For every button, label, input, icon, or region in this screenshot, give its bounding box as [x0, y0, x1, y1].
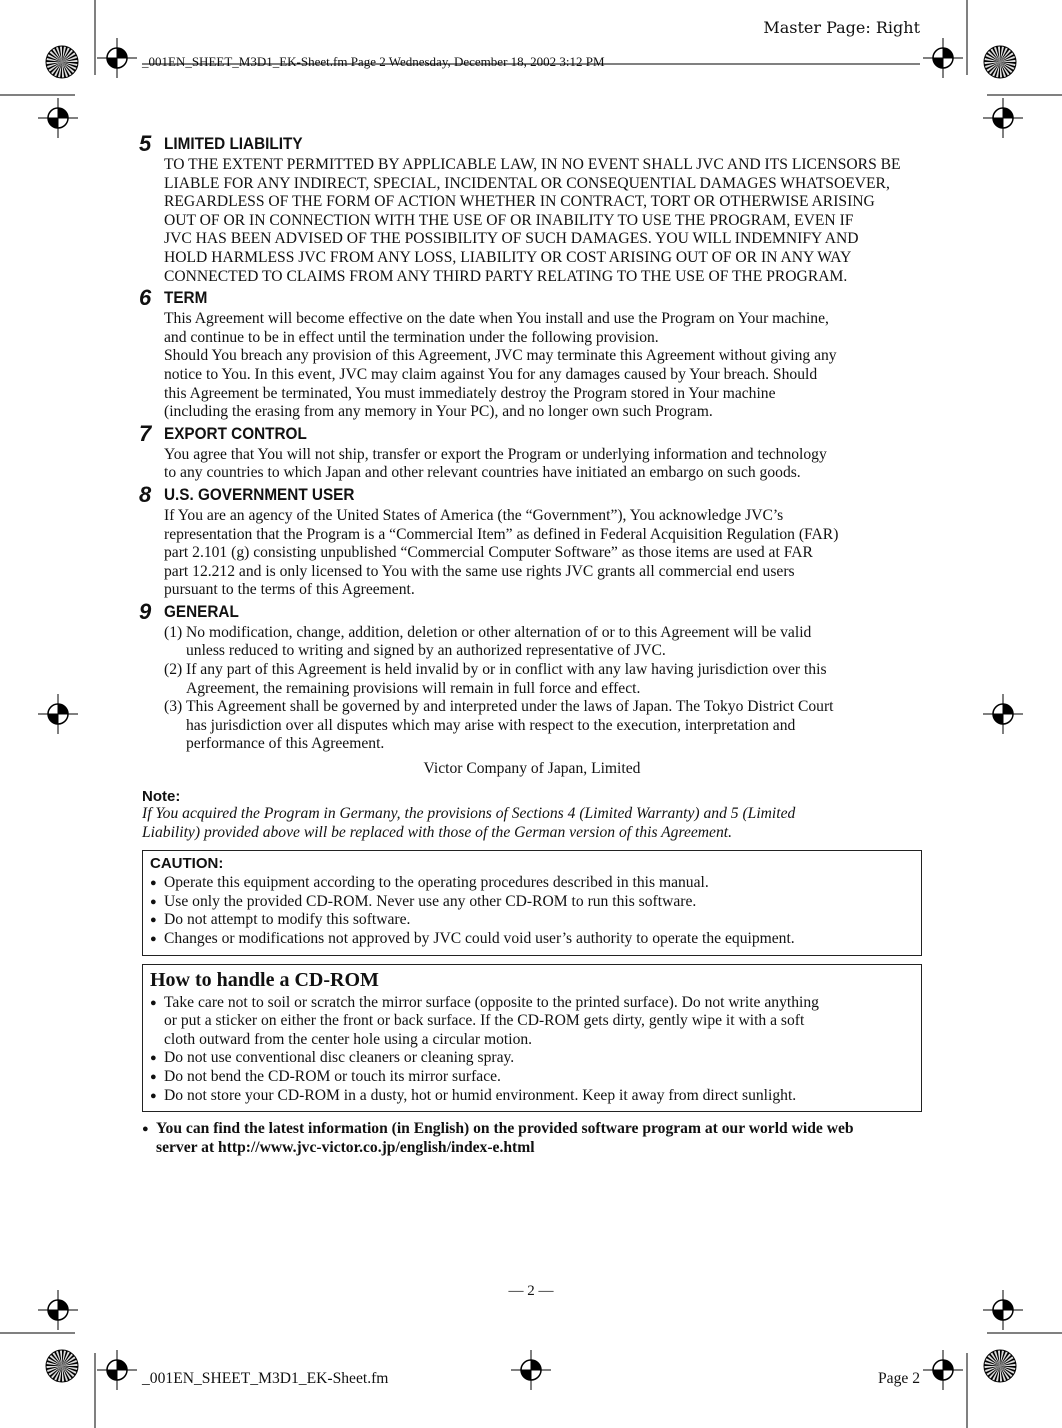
text-line: ● You can find the latest information (in English) on the provided software program at our world wide web: [156, 1120, 854, 1138]
master-page-label: Master Page: Right: [763, 18, 920, 37]
section-title: TERM: [164, 288, 208, 308]
section-title: U.S. GOVERNMENT USER: [164, 484, 355, 504]
caution-item: ● Operate this equipment according to the operating procedures described in this manual.: [150, 874, 914, 893]
section-number: 5: [139, 131, 152, 156]
text-line: If any part of this Agreement is held invalid by or in conflict with any law having jurisdiction over this: [186, 661, 827, 679]
text-line: JVC HAS BEEN ADVISED OF THE POSSIBILITY OF SUCH DAMAGES. YOU WILL INDEMNIFY AND: [164, 230, 859, 248]
item-number: (2): [164, 661, 183, 679]
text-line: part 12.212 and is only licensed to You with the same use rights JVC grants all commercial end users: [164, 562, 795, 580]
text-line: ● Take care not to soil or scratch the mirror surface (opposite to the printed surface). Do not write anything: [164, 993, 819, 1011]
section-title: EXPORT CONTROL: [164, 423, 307, 443]
file-info-line: _001EN_SHEET_M3D1_EK-Sheet.fm Page 2 Wednesday, December 18, 2002 3:12 PM: [142, 54, 605, 69]
section-title: LIMITED LIABILITY: [164, 134, 303, 153]
footer-file: _001EN_SHEET_M3D1_EK-Sheet.fm: [142, 1370, 389, 1387]
text-line: representation that the Program is a “Commercial Item” as defined in Federal Acquisition Regulation (FAR): [164, 525, 839, 543]
text-line: This Agreement shall be governed by and interpreted under the laws of Japan. The Tokyo District Court: [186, 698, 834, 716]
text-line: and continue to be in effect until the termination under the following provision.: [164, 328, 659, 346]
footer-page: Page 2: [877, 1370, 920, 1387]
text-line: ● Do not bend the CD-ROM or touch its mirror surface.: [164, 1067, 501, 1085]
note-title: Note:: [142, 788, 181, 806]
caution-title: CAUTION:: [150, 855, 224, 873]
caution-item: ● Changes or modifications not approved by JVC could void user’s authority to operate the equipment.: [150, 930, 914, 949]
page-number: — 2 —: [508, 1283, 554, 1299]
cdrom-title: How to handle a CD-ROM: [150, 968, 379, 991]
text-line: or put a sticker on either the front or back surface. If the CD-ROM gets dirty, gently wipe it with a soft: [164, 1012, 805, 1030]
text-line: ● Do not use conventional disc cleaners or cleaning spray.: [164, 1049, 515, 1067]
section-number: 8: [139, 481, 152, 507]
text-line: REGARDLESS OF THE FORM OF ACTION WHETHER IN CONTRACT, TORT OR OTHERWISE ARISING: [164, 193, 875, 211]
text-line: ● Do not store your CD-ROM in a dusty, hot or humid environment. Keep it away from direct sunlight.: [164, 1086, 797, 1104]
text-line: TO THE EXTENT PERMITTED BY APPLICABLE LAW, IN NO EVENT SHALL JVC AND ITS LICENSORS BE: [164, 156, 901, 173]
text-line: unless reduced to writing and signed by an authorized representative of JVC.: [186, 642, 666, 660]
text-line: cloth outward from the center hole using a circular motion.: [164, 1030, 533, 1048]
text-line: This Agreement will become effective on the date when You install and use the Program on Your machine,: [164, 310, 829, 328]
text-line: If You acquired the Program in Germany, the provisions of Sections 4 (Limited Warranty) and 5 (Limited: [142, 805, 796, 823]
caution-item: ● Use only the provided CD-ROM. Never use any other CD-ROM to run this software.: [150, 893, 914, 912]
caution-item: ● Do not attempt to modify this software.: [150, 911, 914, 930]
item-number: (3): [164, 698, 183, 716]
text-line: (including the erasing from any memory in Your PC), and no longer own such Program.: [164, 403, 713, 421]
company-signature: Victor Company of Japan, Limited: [423, 760, 641, 778]
section-number: 9: [139, 598, 152, 624]
text-line: performance of this Agreement.: [186, 735, 385, 753]
text-line: CONNECTED TO CLAIMS FROM ANY THIRD PARTY RELATING TO THE USE OF THE PROGRAM.: [164, 267, 848, 285]
text-line: Should You breach any provision of this Agreement, JVC may terminate this Agreement without giving any: [164, 347, 837, 365]
text-line: If You are an agency of the United States of America (the “Government”), You acknowledge JVC’s: [164, 506, 784, 524]
text-line: to any countries to which Japan and other relevant countries have initiated an embargo on such goods.: [164, 464, 801, 482]
text-line: has jurisdiction over all disputes which may arise with respect to the execution, interpretation and: [186, 716, 796, 734]
text-line: this Agreement be terminated, You must immediately destroy the Program stored in Your machine: [164, 384, 776, 402]
text-line: Liability) provided above will be replaced with those of the German version of this Agreement.: [142, 823, 733, 841]
text-line: OUT OF OR IN CONNECTION WITH THE USE OF OR INABILITY TO USE THE PROGRAM, EVEN IF: [164, 211, 854, 229]
text-line: LIABLE FOR ANY INDIRECT, SPECIAL, INCIDENTAL OR CONSEQUENTIAL DAMAGES WHATSOEVER,: [164, 174, 890, 192]
text-line: part 2.101 (g) consisting unpublished “Commercial Computer Software” as those items are used at FAR: [164, 544, 813, 562]
section-number: 7: [139, 420, 152, 446]
text-line: Agreement, the remaining provisions will remain in full force and effect.: [186, 679, 641, 697]
section-number: 6: [139, 285, 152, 311]
text-line: HOLD HARMLESS JVC FROM ANY LOSS, LIABILITY OR COST ARISING OUT OF OR IN ANY WAY: [164, 248, 852, 266]
text-line: notice to You. In this event, JVC may claim against You for any damages caused by Your breach. Should: [164, 365, 818, 383]
text-line: server at http://www.jvc-victor.co.jp/english/index-e.html: [156, 1138, 535, 1156]
text-line: pursuant to the terms of this Agreement.: [164, 581, 415, 599]
item-number: (1): [164, 623, 183, 641]
section-title: GENERAL: [164, 601, 239, 621]
text-line: No modification, change, addition, deletion or other alternation of or to this Agreement will be valid: [186, 623, 812, 641]
text-line: You agree that You will not ship, transfer or export the Program or underlying information and technology: [164, 445, 827, 463]
